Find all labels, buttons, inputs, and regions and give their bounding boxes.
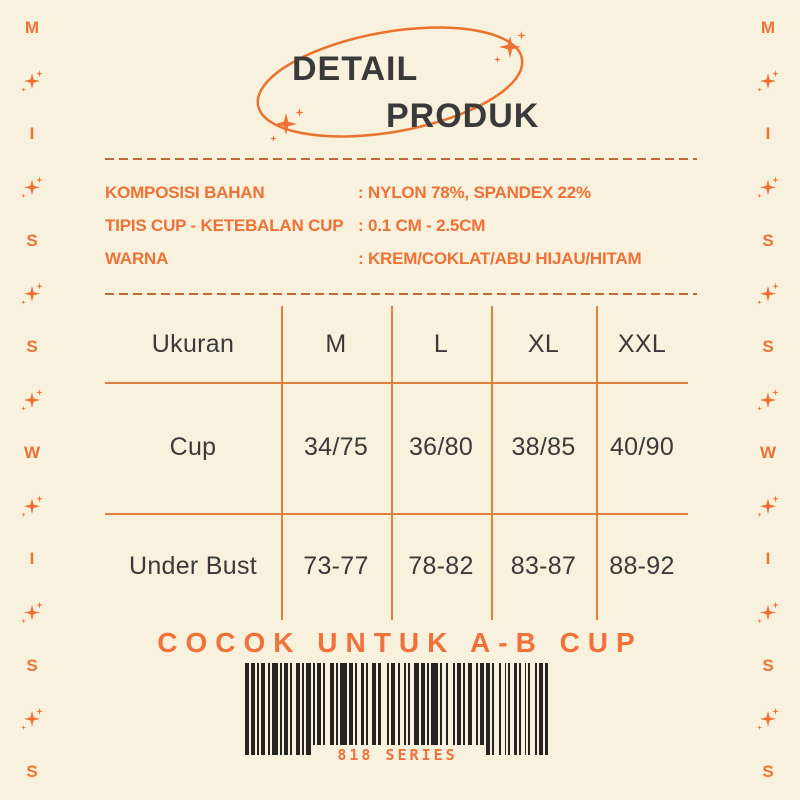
brand-letter: S [762,230,774,250]
table-cell: 88-92 [609,552,675,580]
table-line-vertical [281,306,283,620]
table-header-xxl: XXL [617,329,667,358]
table-row-label: Cup [169,433,217,461]
sparkle-icon [21,176,43,198]
spec-value: : NYLON 78%, SPANDEX 22% [358,182,591,202]
table-line-horizontal [105,513,688,515]
brand-letter: M [760,18,776,37]
size-chart-table [105,306,688,620]
brand-letter: S [26,336,38,356]
table-line-vertical [391,306,393,620]
brand-letter: I [765,124,771,144]
sparkle-icon [757,495,779,517]
table-header-m: M [325,329,347,358]
brand-letter: S [26,761,38,781]
divider-dashed-bottom [105,293,697,295]
table-header-ukuran: Ukuran [151,329,235,358]
spec-label: WARNA [105,248,169,268]
sparkle-icon [21,389,43,411]
brand-letter: S [26,655,38,675]
table-header-xl: XL [527,329,560,358]
spec-row-ketebalan [105,209,697,242]
barcode [245,663,550,755]
spec-row-warna [105,242,697,275]
table-cell: 34/75 [303,433,369,461]
brand-rail-right [748,18,788,782]
product-specs [105,176,697,275]
table-cell: 36/80 [408,433,474,461]
brand-letter: W [23,443,41,463]
spec-value: : KREM/COKLAT/ABU HIJAU/HITAM [358,248,642,268]
brand-letter: S [762,655,774,675]
sparkle-icon [21,70,43,92]
brand-letter: M [24,18,40,37]
spec-label: KOMPOSISI BAHAN [105,182,265,202]
sparkle-icon [21,602,43,624]
sparkle-icon [21,283,43,305]
table-cell: 83-87 [510,552,577,580]
table-cell: 73-77 [303,552,369,580]
brand-letter: W [759,443,777,463]
sparkle-icon [757,389,779,411]
spec-label: TIPIS CUP - KETEBALAN CUP [105,215,344,235]
sparkle-icon [757,602,779,624]
brand-letter: S [26,230,38,250]
spec-row-komposisi [105,176,697,209]
sparkle-icon [494,31,526,63]
page-title-line1: DETAIL [292,50,419,88]
table-cell: 40/90 [609,433,675,461]
brand-rail-left [12,18,52,782]
brand-letter: I [29,124,35,144]
page-title-line2: PRODUK [386,97,540,135]
sparkle-icon [757,70,779,92]
brand-letter: I [29,549,35,569]
brand-letter: S [762,761,774,781]
sparkle-icon [21,495,43,517]
table-line-horizontal [105,382,688,384]
spec-value: : 0.1 CM - 2.5CM [358,215,486,235]
table-row-label: Under Bust [128,552,258,580]
brand-letter: I [765,549,771,569]
table-cell: 38/85 [511,433,576,461]
table-header-l: L [433,329,449,358]
table-line-vertical [596,306,598,620]
divider-dashed-top [105,158,697,160]
table-line-vertical [491,306,493,620]
sparkle-icon [270,108,304,142]
sparkle-icon [21,708,43,730]
sparkle-icon [757,708,779,730]
sparkle-icon [757,283,779,305]
fit-note-text: COCOK UNTUK A-B CUP [157,627,643,658]
barcode-series-label: 818 SERIES [337,746,458,764]
table-cell: 78-82 [408,552,474,580]
brand-letter: S [762,336,774,356]
sparkle-icon [757,176,779,198]
